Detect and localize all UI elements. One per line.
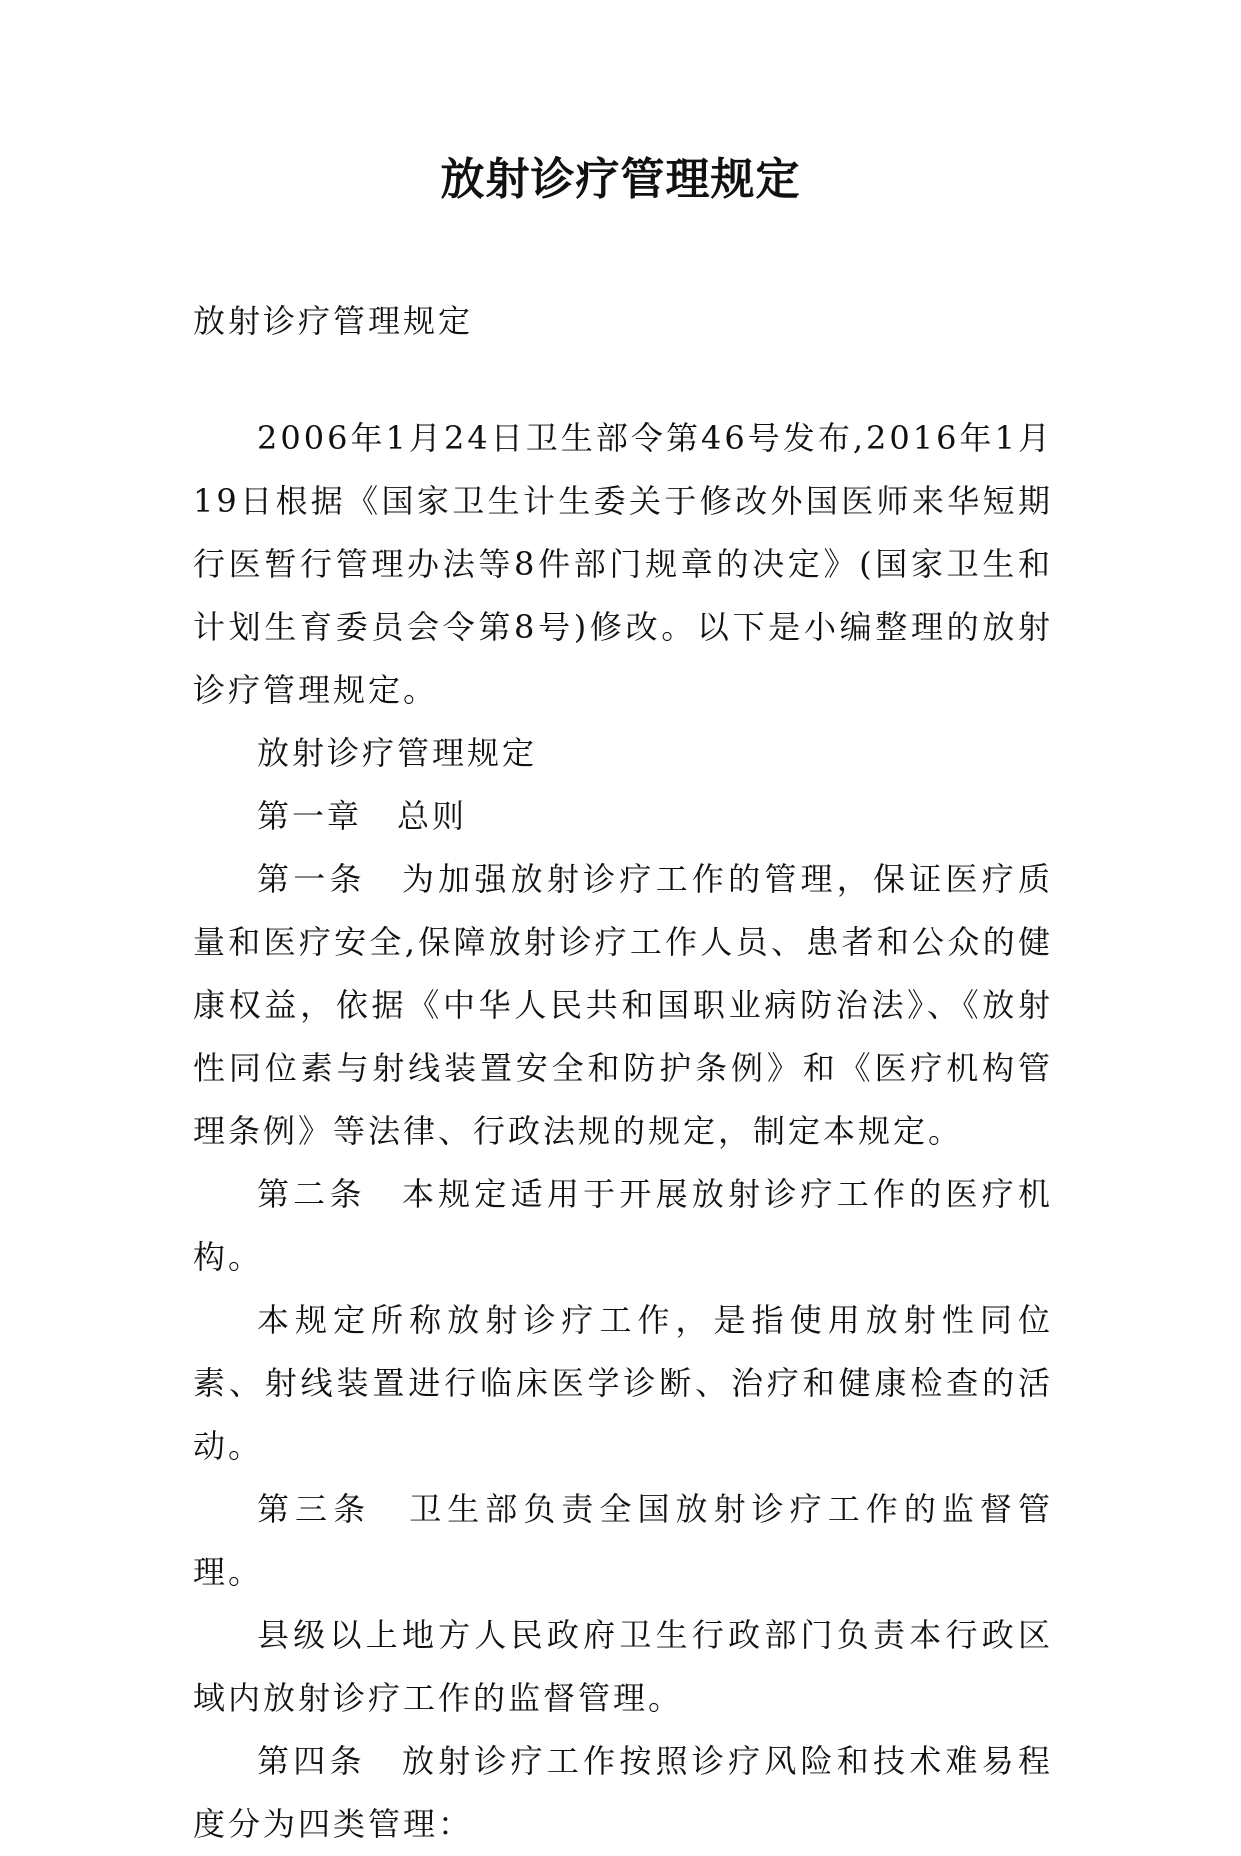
document-subtitle: 放射诊疗管理规定 bbox=[193, 302, 474, 340]
paragraph-article-1: 第一条 为加强放射诊疗工作的管理，保证医疗质量和医疗安全,保障放射诊疗工作人员、患者和公众的健康权益，依据《中华人民共和国职业病防治法》、《放射性同位素与射线装置安全和防护条例》和《医疗机构管理条例》等法律、行政法规的规定，制定本规定。 bbox=[193, 860, 1053, 1150]
paragraph-spacer bbox=[193, 353, 1053, 407]
document-body bbox=[193, 290, 1053, 1856]
paragraph-article-4: 第四条 放射诊疗工作按照诊疗风险和技术难易程度分为四类管理： bbox=[193, 1742, 1053, 1843]
paragraph-intro: 2006年1月24日卫生部令第46号发布,2016年1月19日根据《国家卫生计生委关于修改外国医师来华短期行医暂行管理办法等8件部门规章的决定》(国家卫生和计划生育委员会令第8号)修改。以下是小编整理的放射诊疗管理规定。 bbox=[193, 419, 1053, 709]
paragraph-article-3-detail: 县级以上地方人民政府卫生行政部门负责本行政区域内放射诊疗工作的监督管理。 bbox=[193, 1616, 1053, 1717]
paragraph-article-3: 第三条 卫生部负责全国放射诊疗工作的监督管理。 bbox=[193, 1490, 1053, 1591]
document-title: 放射诊疗管理规定 bbox=[440, 154, 801, 205]
paragraph-article-2: 第二条 本规定适用于开展放射诊疗工作的医疗机构。 bbox=[193, 1175, 1053, 1276]
paragraph-chapter-heading: 第一章 总则 bbox=[257, 797, 468, 835]
paragraph-article-2-detail: 本规定所称放射诊疗工作，是指使用放射性同位素、射线装置进行临床医学诊断、治疗和健康检查的活动。 bbox=[193, 1301, 1053, 1465]
paragraph-section-title: 放射诊疗管理规定 bbox=[257, 734, 538, 772]
